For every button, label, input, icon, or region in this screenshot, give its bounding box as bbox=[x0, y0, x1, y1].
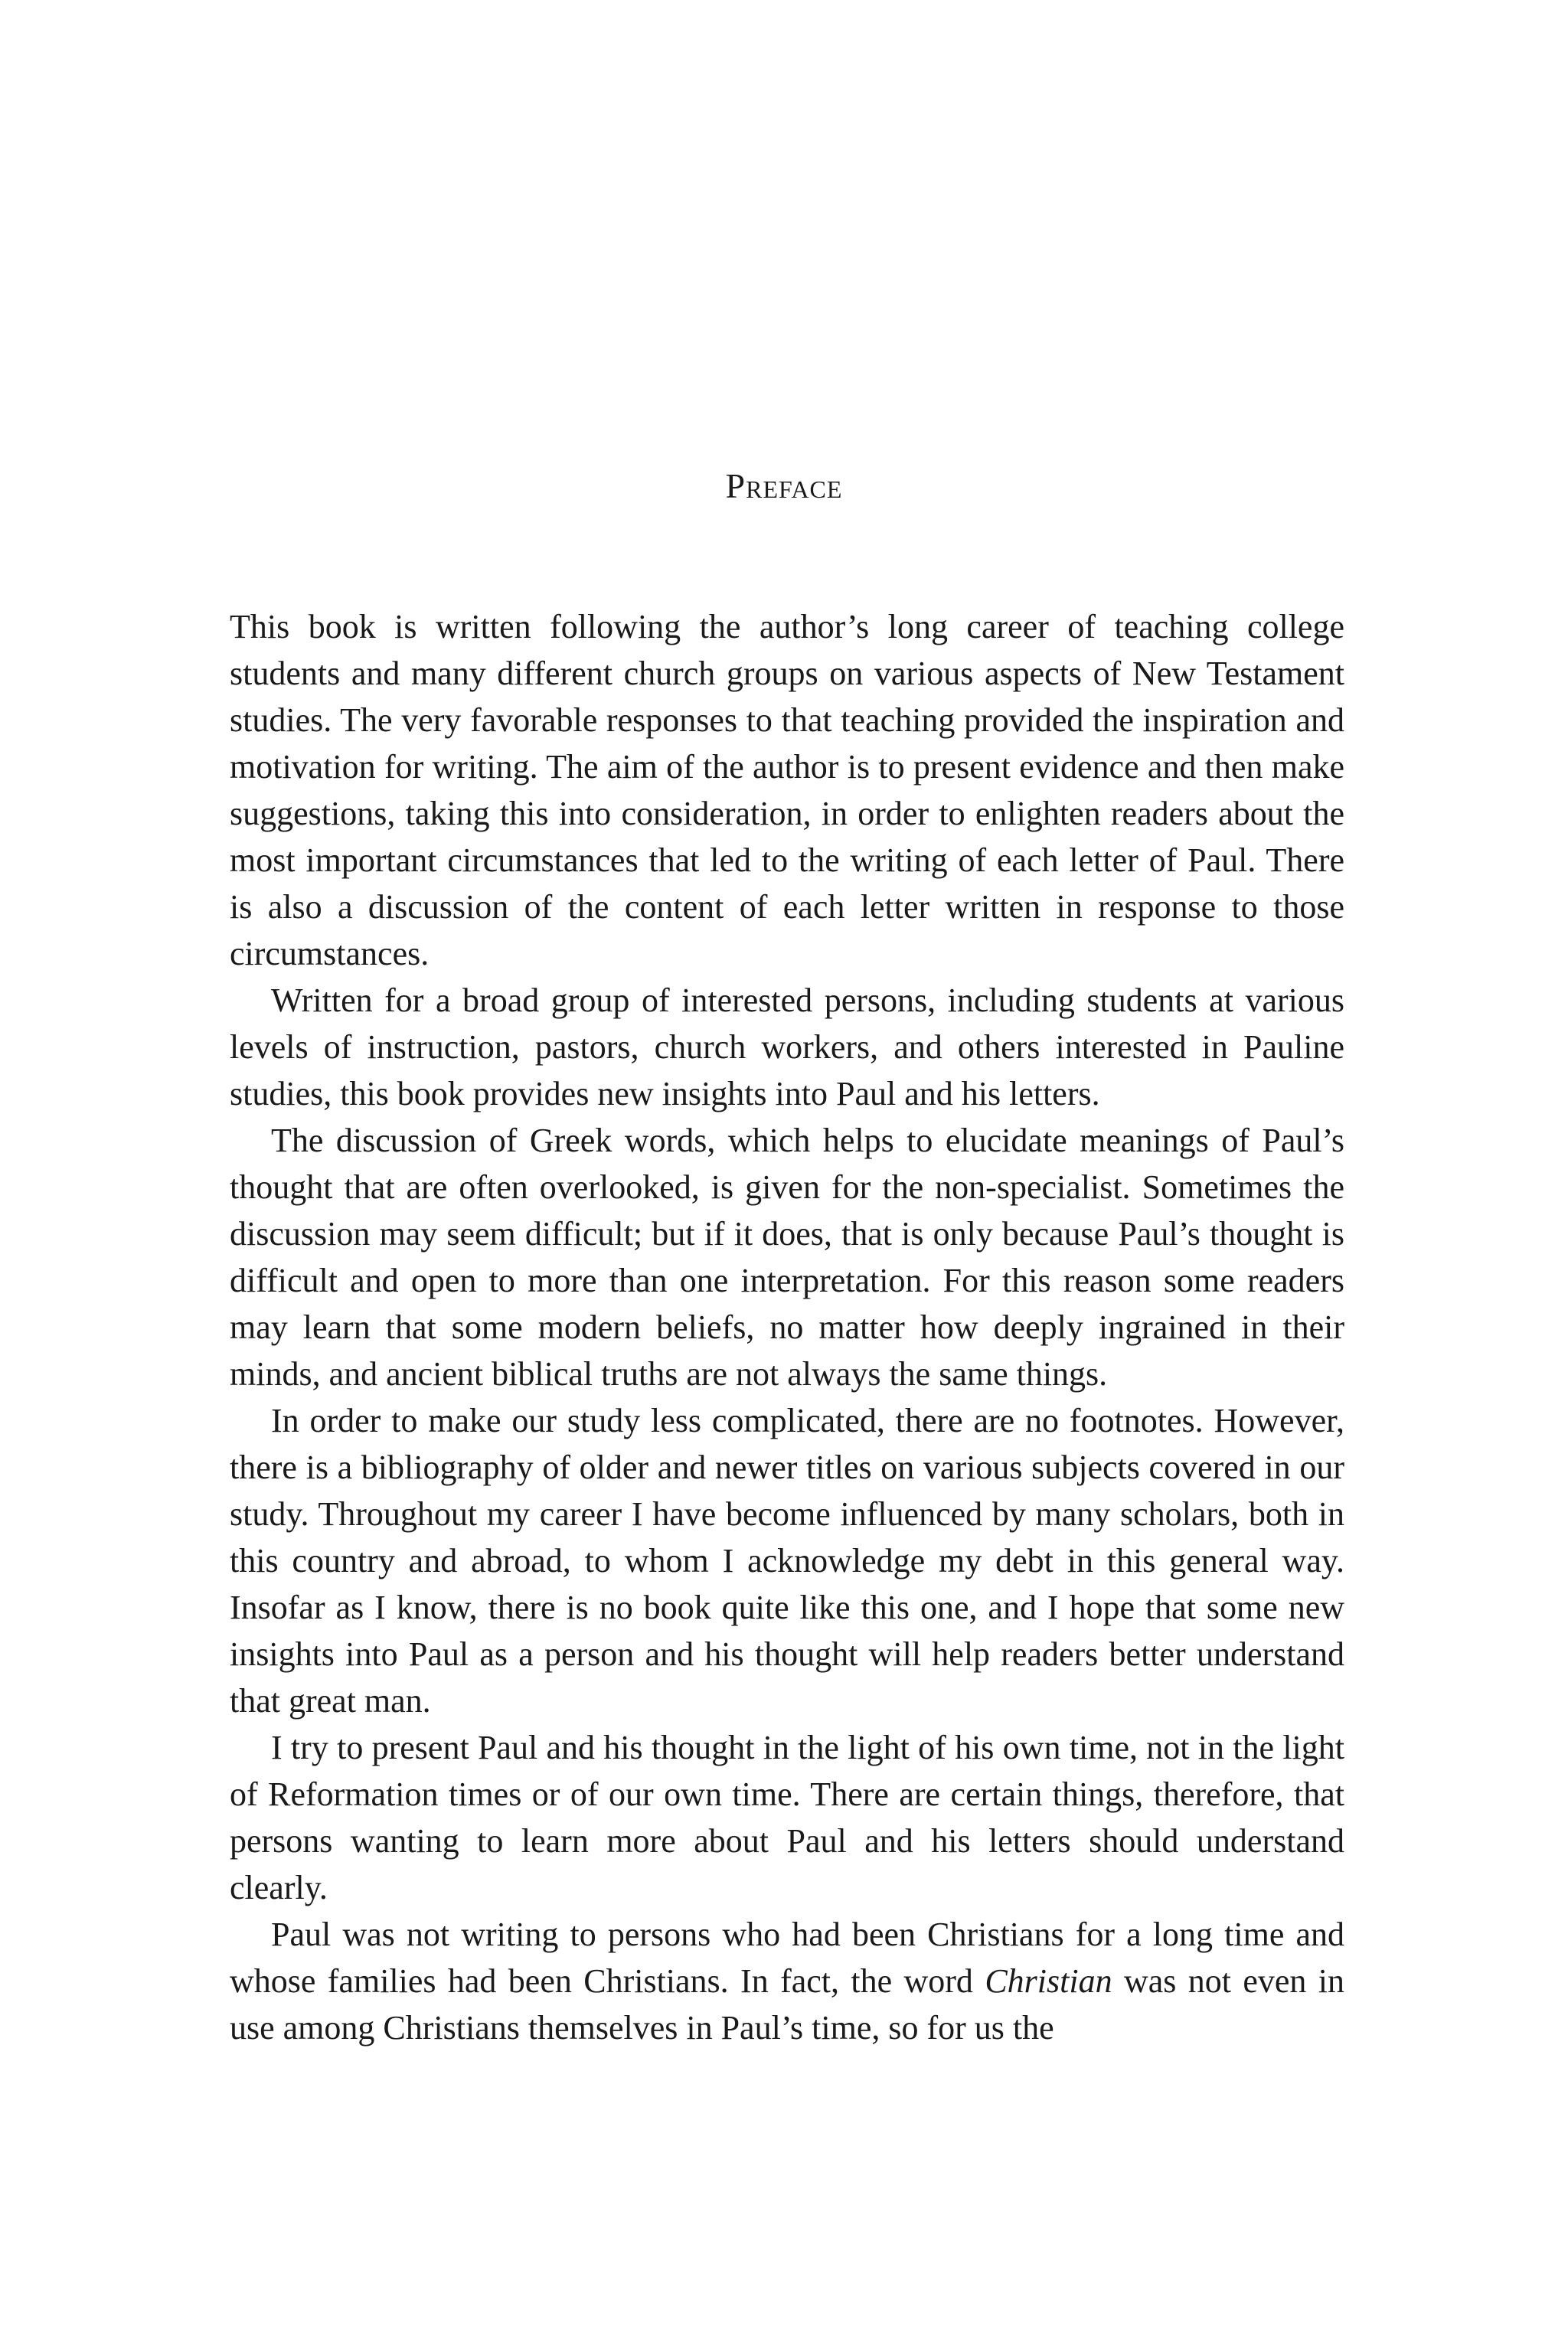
page-title: Preface bbox=[725, 466, 843, 505]
paragraph-3: The discussion of Greek words, which helps to elucidate meanings of Paul’s thought that are often overlooked, is given for the non-specialist. Sometimes the discussion may seem difficult; but if it does, that is only because Paul’s thought is difficult and open to more than one interpretation. For this reason some readers may learn that some modern beliefs, no matter how deeply ingrained in their minds, and ancient biblical truths are not always the same things. bbox=[230, 1122, 1344, 1393]
paragraph-5: I try to present Paul and his thought in the light of his own time, not in the light of Reformation times or of our own time. There are certain things, therefore, that persons wanting to learn more about Paul and his letters should understand clearly. bbox=[230, 1729, 1344, 1906]
emphasized-word: Christian bbox=[985, 1962, 1112, 2000]
paragraph-4: In order to make our study less complicated, there are no footnotes. However, there is a bibliography of older and newer titles on various subjects covered in our study. Throughout my career I have become influenced by many scholars, both in this country and abroad, to whom I acknowledge my debt in this general way. Insofar as I know, there is no book quite like this one, and I hope that some new insights into Paul as a person and his thought will help readers better understand that great man. bbox=[230, 1402, 1344, 1720]
paragraph-2: Written for a broad group of interested persons, including students at various levels of instruction, pastors, church workers, and others interested in Pauline studies, this book provides new insights into Paul and his letters. bbox=[230, 982, 1344, 1112]
paragraph-1: This book is written following the author’s long career of teaching college students and many different church groups on various aspects of New Testament studies. The very favorable responses to that teaching provided the inspiration and motivation for writing. The aim of the author is to present evidence and then make suggestions, taking this into consideration, in order to enlighten readers about the most important circumstances that led to the writing of each letter of Paul. There is also a discussion of the content of each letter written in response to those circumstances. bbox=[230, 608, 1344, 972]
paragraph-6-before: Paul was not writing to persons who had been Christians for a long time and whose families had been Christians. In fact, the word bbox=[230, 1916, 1344, 2000]
page-body bbox=[230, 603, 1344, 2051]
paragraph-6 bbox=[230, 1911, 1344, 2051]
paragraph-6-after: was not even in use among Christians themselves in Paul’s time, so for us the bbox=[230, 1962, 1345, 2047]
